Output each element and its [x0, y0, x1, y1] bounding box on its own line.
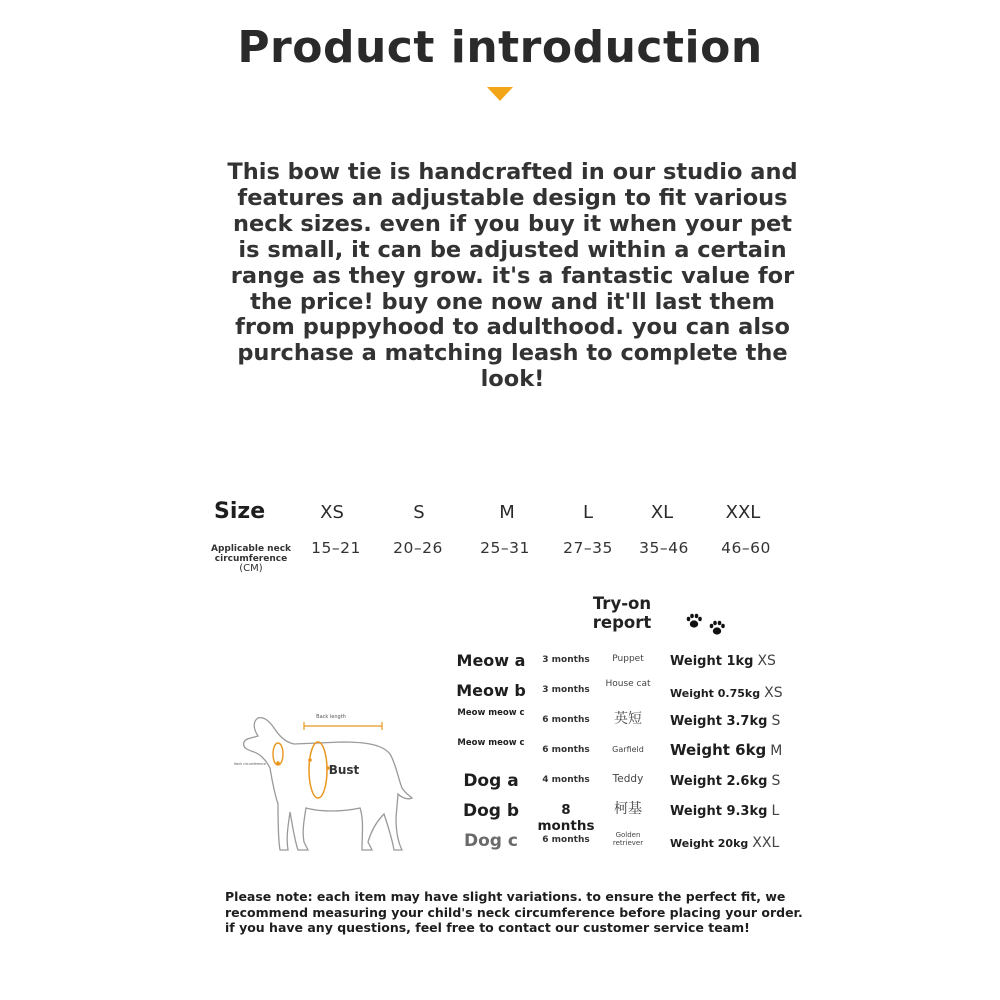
- page-title: Product introduction: [237, 22, 763, 73]
- fitted-size: L: [771, 803, 780, 819]
- weight-value: Weight 0.75kg: [670, 687, 761, 700]
- neck-range-cell: 46–60: [721, 539, 771, 557]
- fitted-size: XXL: [752, 835, 780, 851]
- paw-icon: [684, 612, 730, 638]
- neck-circumference-label: [206, 544, 296, 574]
- weight-value: Weight 9.3kg: [670, 804, 768, 819]
- size-cell: L: [582, 502, 594, 523]
- weight-value: Weight 20kg: [670, 837, 749, 850]
- tryon-row: [450, 706, 810, 734]
- tryon-row: [450, 796, 810, 834]
- pet-name: Meow meow c: [457, 708, 525, 718]
- pet-name: Dog b: [462, 801, 520, 821]
- fitted-size: XS: [757, 653, 776, 669]
- tryon-row: [450, 766, 810, 794]
- pet-name: Dog a: [463, 771, 519, 791]
- pet-breed: 柯基: [614, 801, 642, 817]
- tryon-row: [450, 826, 810, 854]
- bust-label: Bust: [328, 763, 360, 777]
- weight-value: Weight 1kg: [670, 654, 754, 669]
- down-triangle-icon: [486, 86, 514, 102]
- pet-breed: Golden retriever: [612, 831, 644, 847]
- pet-breed: Garfield: [612, 745, 644, 754]
- pet-age: 6 months: [542, 715, 590, 725]
- size-cell: XXL: [725, 502, 761, 523]
- neck-range-cell: 35–46: [639, 539, 689, 557]
- pet-weight: [670, 803, 779, 819]
- pet-weight: [670, 835, 779, 851]
- pet-breed: 英短: [614, 711, 642, 727]
- pet-name: Dog c: [464, 831, 518, 851]
- neck-range-cell: 27–35: [563, 539, 613, 557]
- neck-label-text: Applicable neck circumference: [210, 544, 292, 564]
- pet-weight: [670, 741, 782, 759]
- weight-value: Weight 3.7kg: [670, 714, 768, 729]
- pet-weight: [670, 713, 780, 729]
- pet-breed: Puppet: [612, 654, 644, 664]
- tryon-row: [450, 676, 810, 704]
- product-description: This bow tie is handcrafted in our studio and features an adjustable design to fit various neck sizes. even if you buy it when your pet is small, it can be adjusted within a certain range as they grow. it's a fantastic value for the price! buy one now and it'll last them from puppyhood to adulthood. you can also purchase a matching leash to complete the look!: [227, 159, 798, 393]
- fit-note: Please note: each item may have slight variations. to ensure the perfect fit, we recommend measuring your child's neck circumference before placing your order. if you have any questions, feel free to contact our customer service team!: [225, 889, 803, 935]
- pet-age: 4 months: [542, 775, 590, 785]
- pet-breed: Teddy: [612, 773, 644, 785]
- pet-name: Meow b: [456, 681, 526, 700]
- pet-age: 6 months: [542, 745, 590, 755]
- dog-silhouette: [244, 718, 412, 850]
- neck-range-cell: 20–26: [393, 539, 443, 557]
- size-cell: XS: [320, 502, 344, 523]
- tryon-report-title: Try-on report: [592, 594, 652, 632]
- pet-weight: [670, 653, 776, 669]
- tryon-row: [450, 646, 810, 674]
- tryon-row: [450, 736, 810, 764]
- neck-range-cell: 15–21: [311, 539, 361, 557]
- pet-name: Meow a: [456, 651, 526, 670]
- pet-age: 3 months: [542, 685, 590, 695]
- fitted-size: S: [771, 713, 781, 729]
- pet-weight: [670, 773, 780, 789]
- weight-value: Weight 6kg: [670, 741, 767, 759]
- pet-age: 6 months: [542, 835, 590, 845]
- size-cell: XL: [650, 502, 674, 523]
- size-cell: M: [499, 502, 515, 523]
- back-length-label: Back length: [316, 714, 346, 720]
- pet-age: 8 months: [537, 802, 595, 834]
- neck-range-cell: 25–31: [480, 539, 530, 557]
- neck-unit: (CM): [239, 563, 263, 574]
- pet-age: 3 months: [542, 655, 590, 665]
- weight-value: Weight 2.6kg: [670, 774, 768, 789]
- size-cell: S: [413, 502, 425, 523]
- pet-weight: [670, 685, 783, 701]
- size-heading: Size: [214, 499, 266, 524]
- fitted-size: XS: [764, 685, 783, 701]
- fitted-size: S: [771, 773, 781, 789]
- neck-circumference-diagram-label: Neck circumference: [234, 762, 266, 766]
- dog-measurement-diagram: [232, 708, 418, 856]
- pet-breed: House cat: [605, 679, 651, 689]
- pet-name: Meow meow c: [457, 738, 525, 748]
- fitted-size: M: [770, 743, 783, 759]
